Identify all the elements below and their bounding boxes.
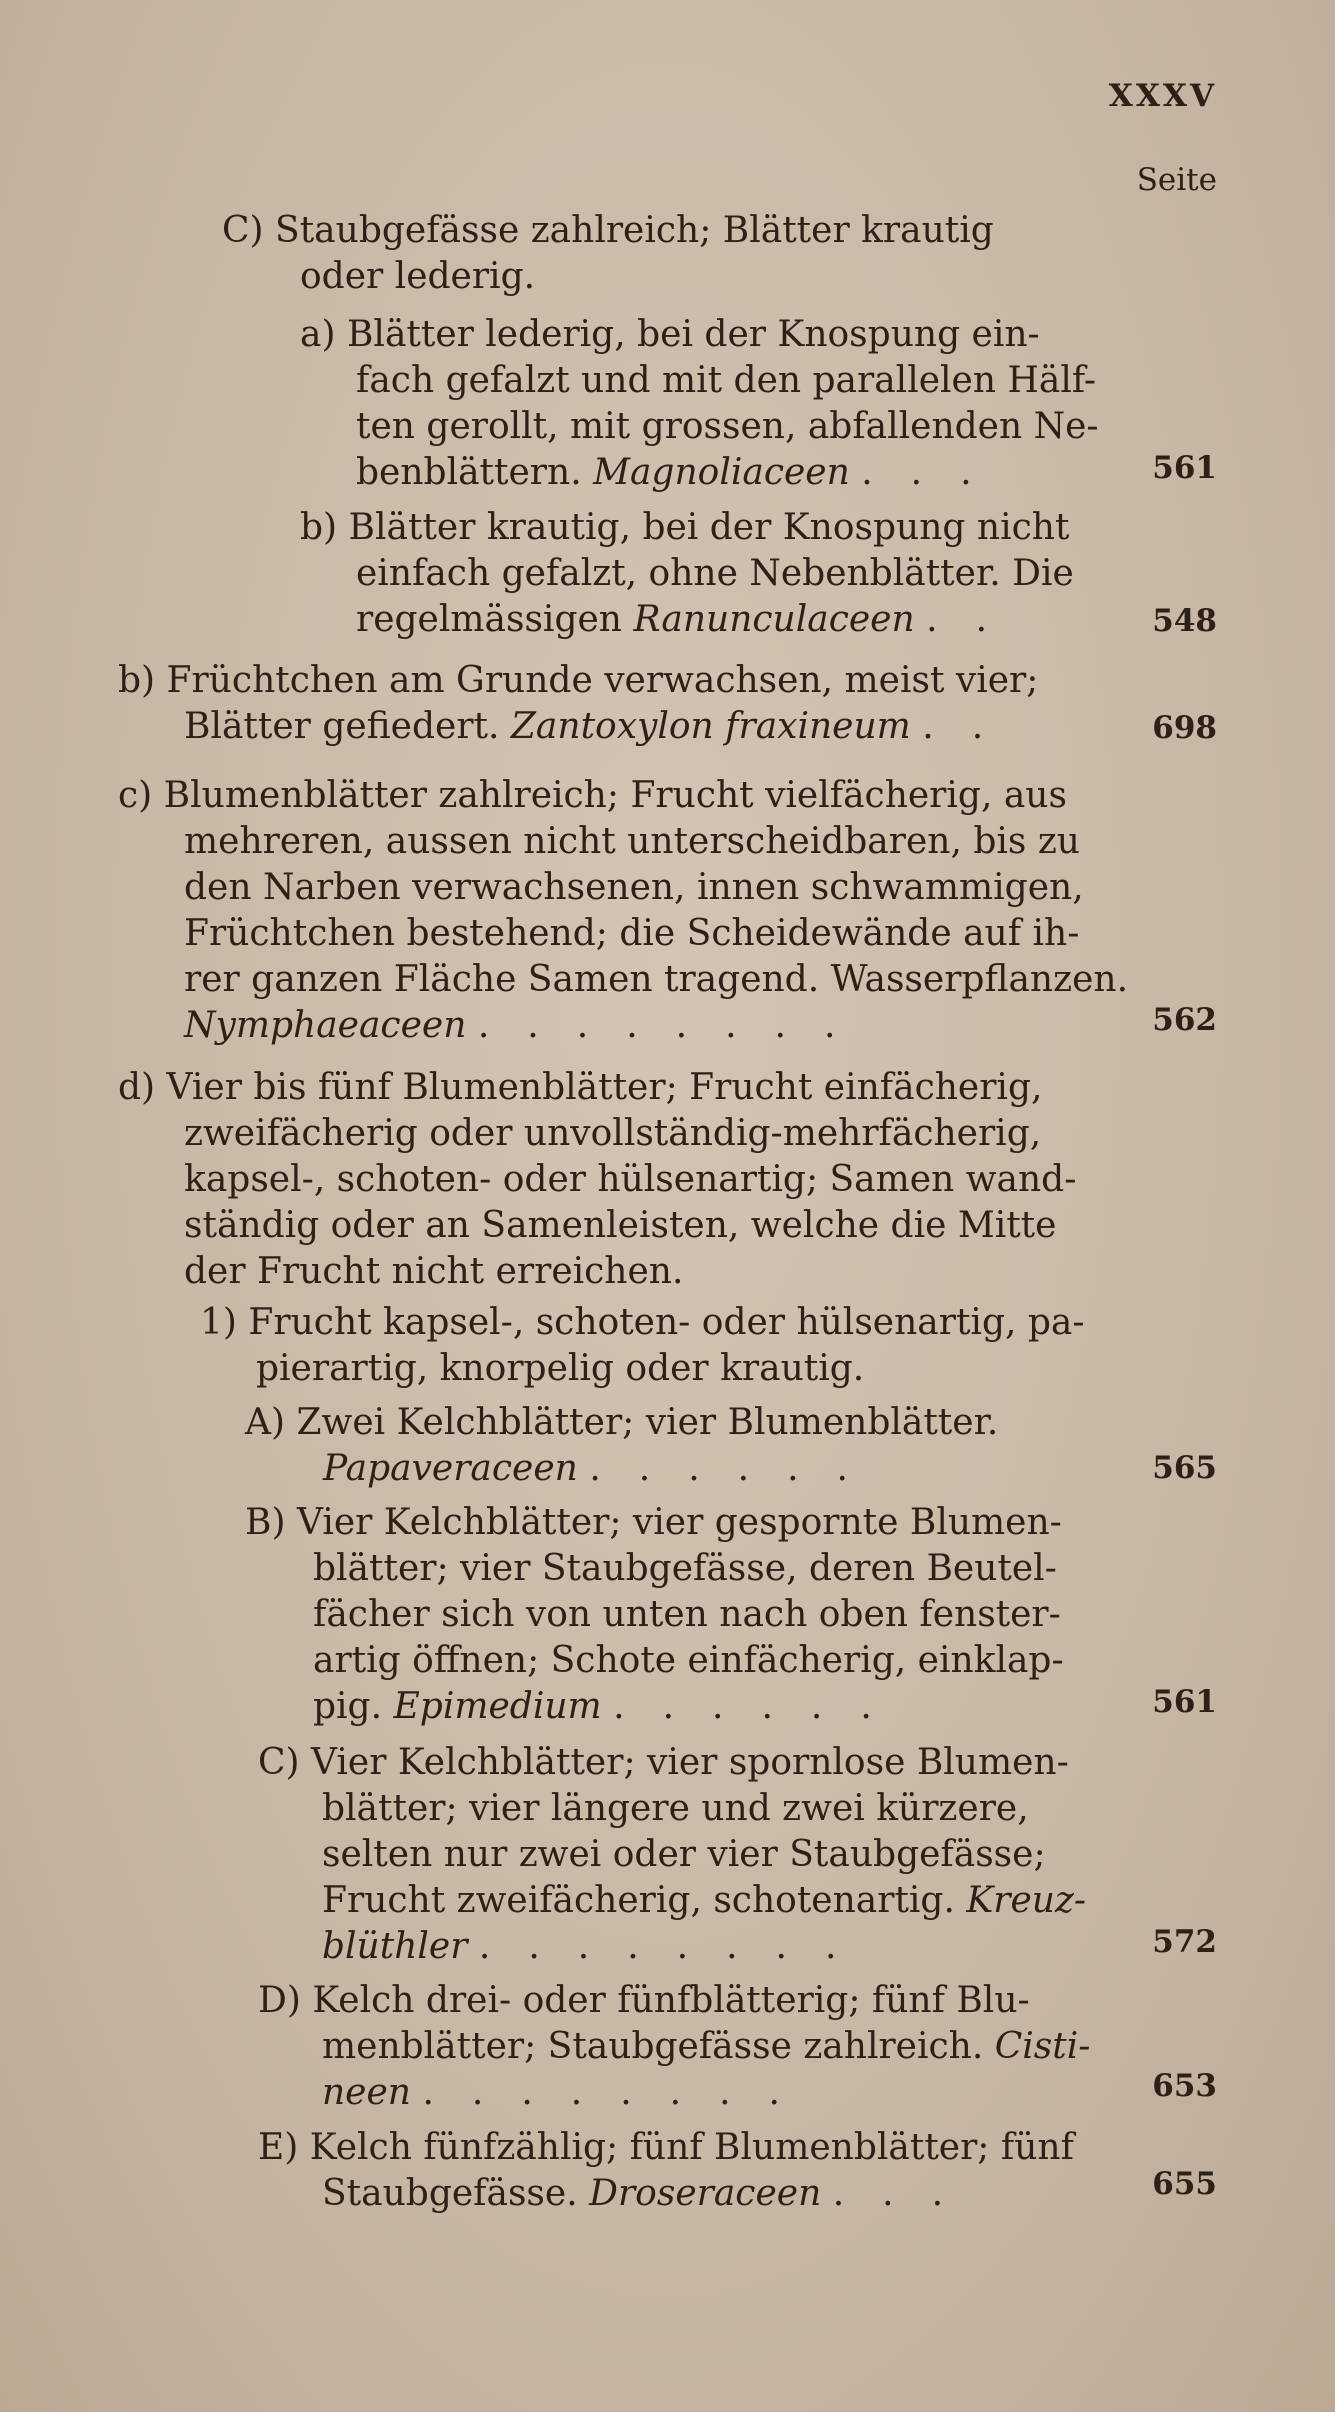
entry-text-line: Blätter gefiedert. [184, 706, 500, 747]
entry-text-line: artig öffnen; Schote einfächerig, einklap- [313, 1640, 1064, 1681]
entry-text-line: Vier Kelchblätter; vier spornlose Blumen- [311, 1742, 1069, 1783]
page-column-label: Seite [1136, 162, 1217, 198]
entry-text-line: Blätter lederig, bei der Knospung ein- [346, 314, 1040, 355]
entry-text-line: benblättern. [356, 452, 582, 493]
key-entry [258, 2125, 1074, 2217]
key-entry [258, 1740, 1086, 1970]
entry-text-line: ständig oder an Samenleisten, welche die Mitte [184, 1205, 1057, 1246]
entry-label: B) [245, 1502, 286, 1543]
entry-text-line: fach gefalzt und mit den parallelen Hälf- [356, 360, 1097, 401]
entry-text-line: den Narben verwachsenen, innen schwammigen, [184, 867, 1084, 908]
leader-dots: .. [926, 599, 1026, 640]
entry-label: E) [258, 2127, 299, 2168]
key-entry [245, 1400, 998, 1492]
page-reference: 561 [1152, 1684, 1217, 1720]
key-entry [222, 208, 994, 300]
entry-text-line: blätter; vier Staubgefässe, deren Beutel- [313, 1548, 1057, 1589]
entry-label: b) [118, 660, 156, 701]
leader-dots: ... [832, 2173, 982, 2214]
page-reference: 565 [1152, 1450, 1217, 1486]
key-entry [118, 773, 1128, 1049]
entry-text-line: zweifächerig oder unvollständig-mehrfächerig, [184, 1113, 1042, 1154]
entry-text-line: ten gerollt, mit grossen, abfallenden Ne- [356, 406, 1099, 447]
entry-label: b) [300, 507, 338, 548]
taxon-name: Papaveraceen [323, 1448, 578, 1489]
leader-dots: ........ [477, 1005, 874, 1046]
page-reference: 561 [1152, 450, 1217, 486]
entry-label: C) [258, 1742, 300, 1783]
entry-text-line: der Frucht nicht erreichen. [184, 1251, 684, 1292]
entry-text-line: Vier bis fünf Blumenblätter; Frucht einfächerig, [166, 1067, 1043, 1108]
leader-dots: .. [922, 706, 1022, 747]
page-reference: 562 [1152, 1002, 1217, 1038]
entry-label: A) [245, 1402, 286, 1443]
entry-text-line: mehreren, aussen nicht unterscheidbaren, bis zu [184, 821, 1080, 862]
entry-label: c) [118, 775, 153, 816]
entry-label: 1) [200, 1302, 237, 1343]
entry-text-line: Kelch drei- oder fünfblätterig; fünf Blu- [312, 1980, 1030, 2021]
entry-text-line: Blumenblätter zahlreich; Frucht vielfächerig, aus [163, 775, 1067, 816]
page-reference: 572 [1152, 1924, 1217, 1960]
entry-text-line: Staubgefässe zahlreich; Blätter krautig [275, 210, 994, 251]
key-entry [258, 1978, 1090, 2116]
entry-text-line: fächer sich von unten nach oben fenster- [313, 1594, 1061, 1635]
key-entry [118, 658, 1038, 750]
page-reference: 655 [1152, 2166, 1217, 2202]
entry-text-line: kapsel-, schoten- oder hülsenartig; Samen wand- [184, 1159, 1077, 1200]
entry-text-line: Frucht kapsel-, schoten- oder hülsenartig, pa- [248, 1302, 1085, 1343]
key-entry [118, 1065, 1076, 1295]
taxon-name: Nymphaeaceen [184, 1005, 467, 1046]
entry-text-line: Kelch fünfzählig; fünf Blumenblätter; fünf [309, 2127, 1074, 2168]
entry-label: a) [300, 314, 336, 355]
entry-text-line: rer ganzen Fläche Samen tragend. Wasserpflanzen. [184, 959, 1129, 1000]
taxon-name: Ranunculaceen [633, 599, 915, 640]
taxon-name: Kreuz- [966, 1880, 1087, 1921]
key-entry [300, 505, 1074, 643]
entry-text-line: blätter; vier längere und zwei kürzere, [322, 1788, 1029, 1829]
entry-text-line: Früchtchen am Grunde verwachsen, meist vier; [166, 660, 1039, 701]
entry-text-line: pierartig, knorpelig oder krautig. [256, 1348, 865, 1389]
entry-text-line: Früchtchen bestehend; die Scheidewände auf ih- [184, 913, 1080, 954]
entry-text-line: pig. [313, 1686, 383, 1727]
entry-text-line: regelmässigen [356, 599, 622, 640]
page-reference: 698 [1152, 710, 1217, 746]
entry-text-line: Staubgefässe. [322, 2173, 578, 2214]
leader-dots: ...... [589, 1448, 886, 1489]
taxon-name: Zantoxylon fraxineum [510, 706, 911, 747]
page-numeral: XXXV [1108, 78, 1217, 114]
entry-text-line: menblätter; Staubgefässe zahlreich. [322, 2026, 984, 2067]
entry-text-line: Blätter krautig, bei der Knospung nicht [348, 507, 1070, 548]
page-reference: 548 [1152, 603, 1217, 639]
taxon-name: Epimedium [393, 1686, 602, 1727]
leader-dots: ...... [613, 1686, 910, 1727]
entry-label: C) [222, 210, 264, 251]
leader-dots: ........ [478, 1926, 875, 1967]
entry-label: d) [118, 1067, 156, 1108]
leader-dots: ... [861, 452, 1010, 493]
key-entry [200, 1300, 1085, 1392]
page-reference: 653 [1152, 2068, 1217, 2104]
leader-dots: ........ [422, 2072, 818, 2113]
taxon-name: Magnoliaceen [593, 452, 850, 493]
entry-text-line: Zwei Kelchblätter; vier Blumenblätter. [296, 1402, 999, 1443]
entry-text-line: oder lederig. [300, 256, 536, 297]
key-entry [245, 1500, 1064, 1730]
entry-text-line: Vier Kelchblätter; vier gespornte Blumen- [296, 1502, 1062, 1543]
taxon-name-cont: blüthler [322, 1926, 468, 1967]
entry-text-line: selten nur zwei oder vier Staubgefässe; [322, 1834, 1046, 1875]
entry-label: D) [258, 1980, 301, 2021]
key-entry [300, 312, 1099, 496]
entry-text-line: einfach gefalzt, ohne Nebenblätter. Die [356, 553, 1074, 594]
taxon-name: Cisti- [994, 2026, 1091, 2067]
taxon-name-cont: neen [322, 2072, 411, 2113]
taxon-name: Droseraceen [589, 2173, 822, 2214]
entry-text-line: Frucht zweifächerig, schotenartig. [322, 1880, 955, 1921]
